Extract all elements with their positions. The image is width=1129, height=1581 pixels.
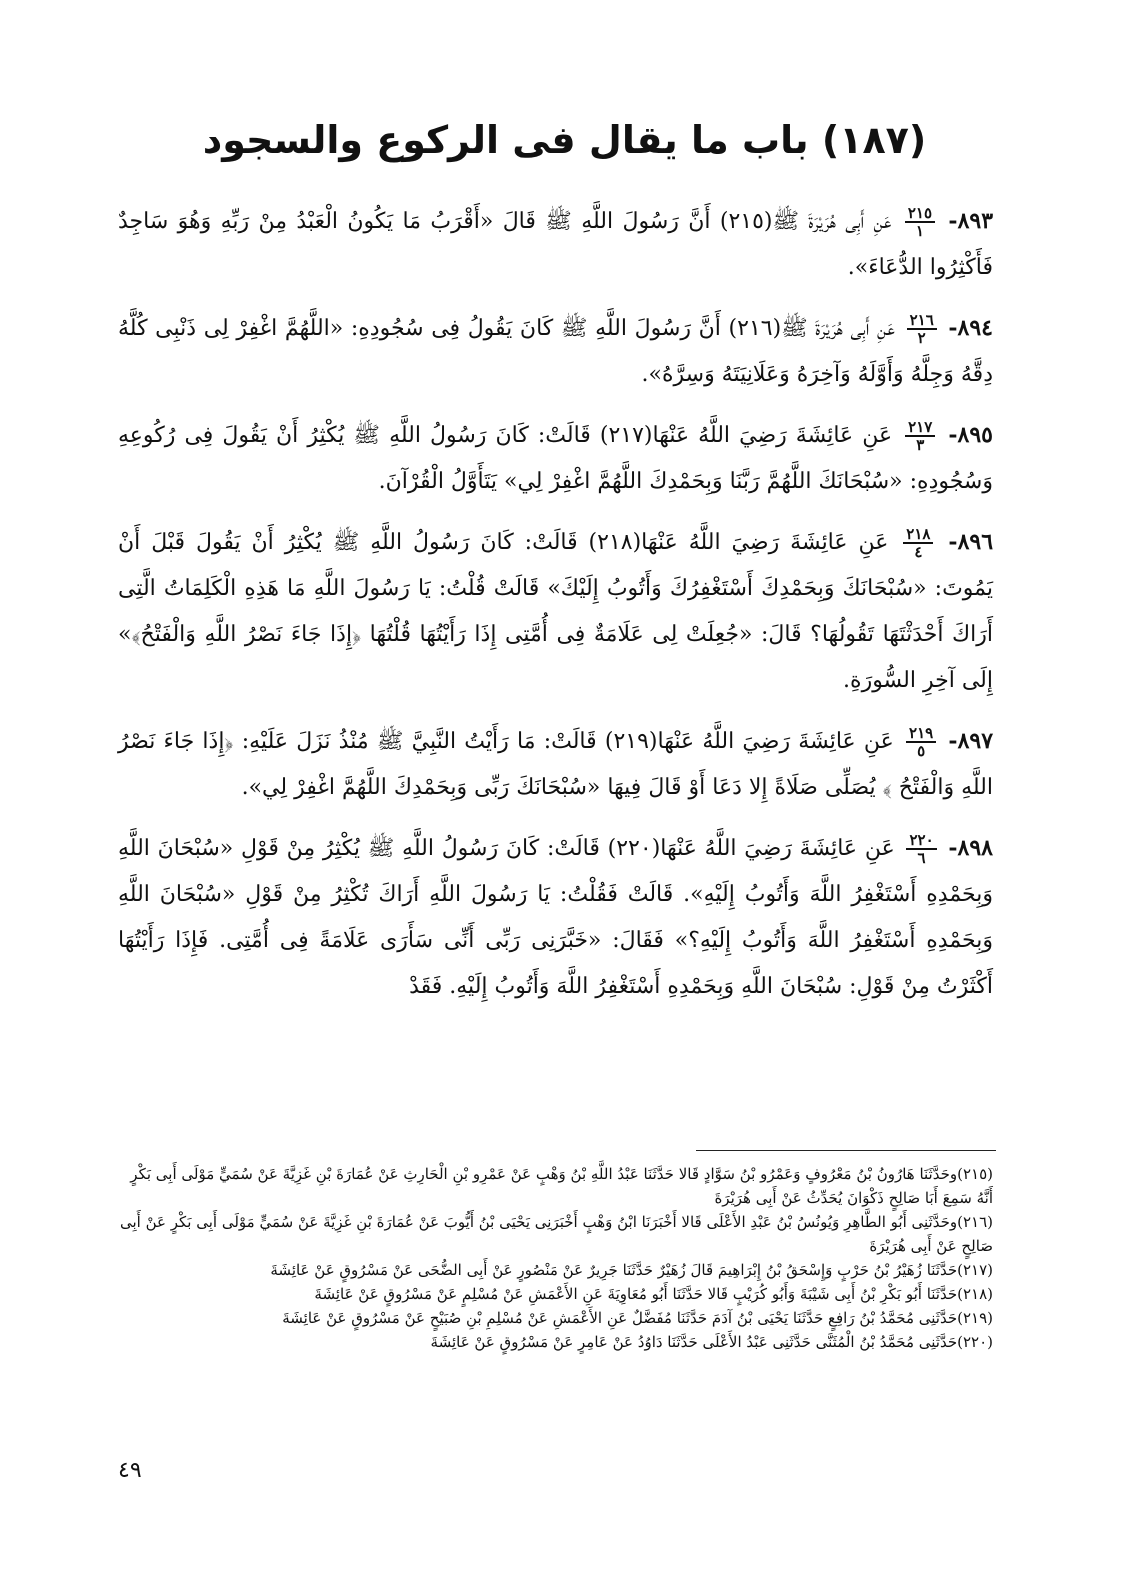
hadith-text: عَنِ عَائِشَةَ رَضِيَ اللَّهُ عَنْهَا(٢١٨) قَالَتْ: كَانَ رَسُولُ اللَّهِ ﷺ يُكْثِرُ أَنْ يَقُولَ قَبْلَ أَنْ يَمُوتَ: «سُبْحَانَكَ وَبِحَمْدِكَ أَسْتَغْفِرُكَ وَأَتُوبُ إِلَيْكَ» قَالَتْ قُلْتُ: يَا رَسُولَ اللَّهِ مَا هَذِهِ الْكَلِمَاتُ الَّتِى أَرَاكَ أَحْدَثْتَهَا تَقُولُهَا؟ قَالَ: «جُعِلَتْ لِى عَلَامَةٌ فِى أُمَّتِى إِذَا رَأَيْتُهَا قُلْتُهَا ﴿إِذَا جَاءَ نَصْرُ اللَّهِ وَالْفَتْحُ﴾» إِلَى آخِرِ السُّورَةِ. bbox=[118, 530, 993, 693]
footnote-220: (٢٢٠)حَدَّثَنِى مُحَمَّدُ بْنُ الْمُثَنَّى حَدَّثَنِى عَبْدُ الأَعْلَى حَدَّثَنَا دَاوُدُ عَنْ عَامِرٍ عَنْ مَسْرُوقٍ عَنْ عَائِشَةَ bbox=[430, 1333, 993, 1351]
hadith-text: عَنِ أَبِى هُرَيْرَةَ ﷺ(٢١٥) أَنَّ رَسُولَ اللَّهِ ﷺ قَالَ «أَقْرَبُ مَا يَكُونُ الْعَبْدُ مِنْ رَبِّهِ وَهُوَ سَاجِدٌ فَأَكْثِرُوا الدُّعَاءَ». bbox=[118, 209, 993, 280]
hadith-list bbox=[118, 198, 993, 1024]
hadith-893 bbox=[118, 198, 993, 291]
hadith-fraction: $\frac{٢١٦}{٢}$ bbox=[907, 312, 937, 346]
hadith-text: عَنِ عَائِشَةَ رَضِيَ اللَّهُ عَنْهَا(٢١٩) قَالَتْ: مَا رَأَيْتُ النَّبِيَّ ﷺ مُنْذُ نَزَلَ عَلَيْهِ: ﴿إِذَا جَاءَ نَصْرُ اللَّهِ وَالْفَتْحُ ﴾ يُصَلِّى صَلَاةً إِلا دَعَا أَوْ قَالَ فِيهَا «سُبْحَانَكَ رَبِّى وَبِحَمْدِكَ اللَّهُمَّ اغْفِرْ لِي». bbox=[118, 729, 993, 800]
hadith-number: ٨٩٥- bbox=[948, 422, 993, 448]
page-number: ٤٩ bbox=[118, 1458, 142, 1483]
hadith-number: ٨٩٦- bbox=[948, 529, 994, 555]
footnote-216: (٢١٦)وحَدَّثَنِى أَبُو الطَّاهِرِ وَيُونُسُ بْنُ عَبْدِ الأَعْلَى قَالا أَخْبَرَنَا ابْنُ وَهْبٍ أَخْبَرَنِى يَحْيَى بْنُ أَيُّوبَ عَنْ عُمَارَةَ بْنِ غَزِيَّةَ عَنْ سُمَيٍّ مَوْلَى أَبِى بَكْرٍ عَنْ أَبِى صَالِحٍ عَنْ أَبِى هُرَيْرَةَ bbox=[119, 1213, 993, 1255]
hadith-fraction: $\frac{٢٢٠}{٦}$ bbox=[906, 832, 936, 866]
footnote-divider bbox=[696, 1150, 996, 1151]
hadith-number: ٨٩٨- bbox=[948, 835, 993, 861]
hadith-894 bbox=[118, 305, 993, 398]
footnotes bbox=[118, 1162, 993, 1354]
hadith-fraction: $\frac{٢١٧}{٣}$ bbox=[905, 419, 935, 453]
hadith-898 bbox=[118, 825, 993, 1010]
footnote-218: (٢١٨)حَدَّثَنَا أَبُو بَكْرِ بْنُ أَبِى شَيْبَةَ وَأَبُو كُرَيْبٍ قَالا حَدَّثَنَا أَبُو مُعَاوِيَةَ عَنِ الأَعْمَشِ عَنْ مُسْلِمٍ عَنْ مَسْرُوقٍ عَنْ عَائِشَةَ bbox=[314, 1285, 993, 1303]
hadith-fraction: $\frac{٢١٥}{١}$ bbox=[905, 205, 935, 239]
footnote-215: (٢١٥)وحَدَّثَنَا هَارُونُ بْنُ مَعْرُوفٍ وَعَمْرُو بْنُ سَوَّادٍ قَالا حَدَّثَنَا عَبْدُ اللَّهِ بْنُ وَهْبٍ عَنْ عَمْرِو بْنِ الْحَارِثِ عَنْ عُمَارَةَ بْنِ غَزِيَّةَ عَنْ سُمَيٍّ مَوْلَى أَبِى بَكْرٍ أَنَّهُ سَمِعَ أَبَا صَالِحٍ ذَكْوَانَ يُحَدِّثُ عَنْ أَبِى هُرَيْرَةَ bbox=[130, 1165, 993, 1207]
hadith-fraction: $\frac{٢١٩}{٥}$ bbox=[906, 725, 936, 759]
hadith-text: عَنِ أَبِى هُرَيْرَةَ ﷺ(٢١٦) أَنَّ رَسُولَ اللَّهِ ﷺ كَانَ يَقُولُ فِى سُجُودِهِ: «اللَّهُمَّ اغْفِرْ لِى ذَنْبِى كُلَّهُ دِقَّهُ وَجِلَّهُ وَأَوَّلَهُ وَآخِرَهُ وَعَلَانِيَتَهُ وَسِرَّهُ». bbox=[118, 316, 993, 387]
hadith-fraction: $\frac{٢١٨}{٤}$ bbox=[903, 526, 933, 560]
hadith-897 bbox=[118, 718, 993, 811]
hadith-text: عَنِ عَائِشَةَ رَضِيَ اللَّهُ عَنْهَا(٢٢٠) قَالَتْ: كَانَ رَسُولُ اللَّهِ ﷺ يُكْثِرُ مِنْ قَوْلِ «سُبْحَانَ اللَّهِ وَبِحَمْدِهِ أَسْتَغْفِرُ اللَّهَ وَأَتُوبُ إِلَيْهِ». قَالَتْ فَقُلْتُ: يَا رَسُولَ اللَّهِ أَرَاكَ تُكْثِرُ مِنْ قَوْلِ «سُبْحَانَ اللَّهِ وَبِحَمْدِهِ أَسْتَغْفِرُ اللَّهَ وَأَتُوبُ إِلَيْهِ؟» فَقَالَ: «خَبَّرَنِى رَبِّى أَنِّى سَأَرَى عَلَامَةً فِى أُمَّتِى. فَإِذَا رَأَيْتُهَا أَكْثَرْتُ مِنْ قَوْلِ: سُبْحَانَ اللَّهِ وَبِحَمْدِهِ أَسْتَغْفِرُ اللَّهَ وَأَتُوبُ إِلَيْهِ. فَقَدْ bbox=[118, 836, 993, 999]
hadith-896 bbox=[118, 519, 993, 704]
hadith-text: عَنِ عَائِشَةَ رَضِيَ اللَّهُ عَنْهَا(٢١٧) قَالَتْ: كَانَ رَسُولُ اللَّهِ ﷺ يُكْثِرُ أَنْ يَقُولَ فِى رُكُوعِهِ وَسُجُودِهِ: «سُبْحَانَكَ اللَّهُمَّ رَبَّنَا وَبِحَمْدِكَ اللَّهُمَّ اغْفِرْ لِي» يَتَأَوَّلُ الْقُرْآنَ. bbox=[118, 423, 993, 494]
hadith-number: ٨٩٧- bbox=[948, 728, 994, 754]
hadith-number: ٨٩٣- bbox=[948, 208, 994, 234]
footnote-219: (٢١٩)حَدَّثَنِى مُحَمَّدُ بْنُ رَافِعٍ حَدَّثَنَا يَحْيَى بْنُ آدَمَ حَدَّثَنَا مُفَضَّلٌ عَنِ الأَعْمَشِ عَنْ مُسْلِمِ بْنِ صُبَيْحٍ عَنْ مَسْرُوقٍ عَنْ عَائِشَةَ bbox=[282, 1309, 993, 1327]
hadith-895 bbox=[118, 412, 993, 505]
hadith-number: ٨٩٤- bbox=[948, 315, 993, 341]
chapter-title: (١٨٧) باب ما يقال فى الركوع والسجود bbox=[202, 118, 927, 162]
footnote-217: (٢١٧)حَدَّثَنَا زُهَيْرُ بْنُ حَرْبٍ وَإِسْحَقُ بْنُ إِبْرَاهِيمَ قَالَ زُهَيْرٌ حَدَّثَنَا جَرِيرٌ عَنْ مَنْصُورٍ عَنْ أَبِى الضُّحَى عَنْ مَسْرُوقٍ عَنْ عَائِشَةَ bbox=[270, 1261, 993, 1279]
